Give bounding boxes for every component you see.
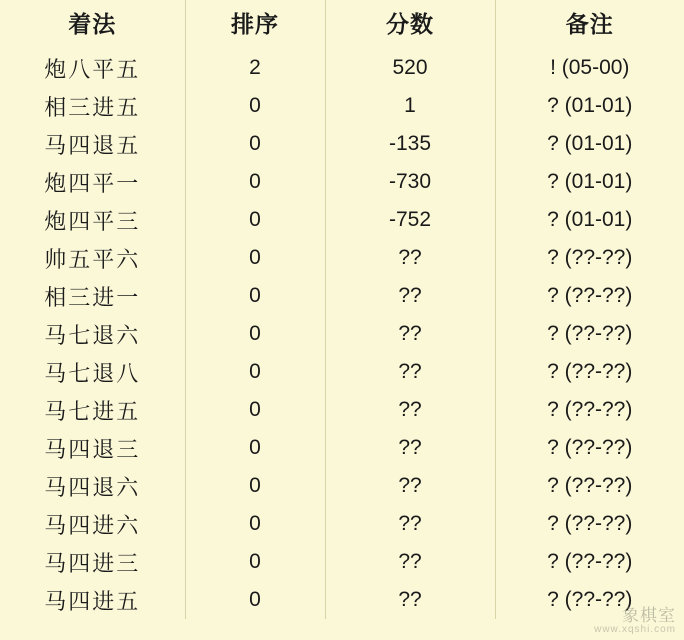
cell-order: 0 [185, 505, 325, 543]
cell-score: ?? [325, 581, 495, 619]
cell-score: 520 [325, 49, 495, 87]
cell-move: 马四退三 [0, 429, 185, 467]
table-row[interactable] [0, 391, 684, 429]
cell-note: ? (01-01) [495, 201, 684, 239]
cell-score: ?? [325, 505, 495, 543]
cell-note: ? (??-??) [495, 353, 684, 391]
table-row[interactable] [0, 429, 684, 467]
cell-order: 0 [185, 467, 325, 505]
cell-order: 0 [185, 543, 325, 581]
column-header-note[interactable]: 备注 [495, 0, 684, 49]
cell-order: 0 [185, 429, 325, 467]
table-header-row [0, 0, 684, 49]
cell-note: ? (??-??) [495, 467, 684, 505]
cell-score: ?? [325, 391, 495, 429]
table-row[interactable] [0, 277, 684, 315]
watermark-sub-text: www.xqshi.com [594, 624, 676, 635]
cell-order: 0 [185, 125, 325, 163]
cell-note: ? (??-??) [495, 277, 684, 315]
cell-order: 0 [185, 201, 325, 239]
cell-note: ? (??-??) [495, 543, 684, 581]
cell-move: 炮四平三 [0, 201, 185, 239]
cell-score: ?? [325, 543, 495, 581]
watermark-main-text: 象棋室 [622, 606, 676, 625]
cell-note: ? (??-??) [495, 429, 684, 467]
table-row[interactable] [0, 505, 684, 543]
cell-order: 0 [185, 353, 325, 391]
cell-order: 0 [185, 391, 325, 429]
cell-order: 0 [185, 277, 325, 315]
column-header-score[interactable]: 分数 [325, 0, 495, 49]
cell-move: 马七进五 [0, 391, 185, 429]
table-row[interactable] [0, 315, 684, 353]
cell-order: 0 [185, 239, 325, 277]
table-row[interactable] [0, 125, 684, 163]
cell-note: ? (??-??) [495, 315, 684, 353]
cell-move: 马七退六 [0, 315, 185, 353]
table-row[interactable] [0, 87, 684, 125]
cell-note: ? (??-??) [495, 505, 684, 543]
cell-note: ? (01-01) [495, 87, 684, 125]
cell-order: 0 [185, 315, 325, 353]
cell-note: ? (??-??) [495, 391, 684, 429]
cell-score: -135 [325, 125, 495, 163]
column-header-order[interactable]: 排序 [185, 0, 325, 49]
cell-move: 马四退五 [0, 125, 185, 163]
column-header-move[interactable]: 着法 [0, 0, 185, 49]
cell-move: 马七退八 [0, 353, 185, 391]
cell-note: ! (05-00) [495, 49, 684, 87]
cell-score: ?? [325, 277, 495, 315]
cell-order: 0 [185, 581, 325, 619]
table-row[interactable] [0, 239, 684, 277]
cell-score: -730 [325, 163, 495, 201]
cell-move: 马四进三 [0, 543, 185, 581]
cell-move: 马四退六 [0, 467, 185, 505]
cell-score: 1 [325, 87, 495, 125]
cell-move: 帅五平六 [0, 239, 185, 277]
cell-order: 0 [185, 87, 325, 125]
cell-note: ? (01-01) [495, 125, 684, 163]
table-row[interactable] [0, 163, 684, 201]
cell-order: 2 [185, 49, 325, 87]
table-row[interactable] [0, 353, 684, 391]
cell-move: 炮四平一 [0, 163, 185, 201]
cell-note: ? (01-01) [495, 163, 684, 201]
cell-score: ?? [325, 315, 495, 353]
cell-score: -752 [325, 201, 495, 239]
cell-score: ?? [325, 239, 495, 277]
table-row[interactable] [0, 581, 684, 619]
table-row[interactable] [0, 467, 684, 505]
cell-note: ? (??-??) [495, 581, 684, 619]
cell-move: 炮八平五 [0, 49, 185, 87]
cell-order: 0 [185, 163, 325, 201]
table-row[interactable] [0, 49, 684, 87]
cell-move: 马四进六 [0, 505, 185, 543]
cell-score: ?? [325, 467, 495, 505]
cell-move: 相三进五 [0, 87, 185, 125]
cell-note: ? (??-??) [495, 239, 684, 277]
table-row[interactable] [0, 201, 684, 239]
cell-score: ?? [325, 353, 495, 391]
cell-move: 相三进一 [0, 277, 185, 315]
cell-move: 马四进五 [0, 581, 185, 619]
cell-score: ?? [325, 429, 495, 467]
table-row[interactable] [0, 543, 684, 581]
